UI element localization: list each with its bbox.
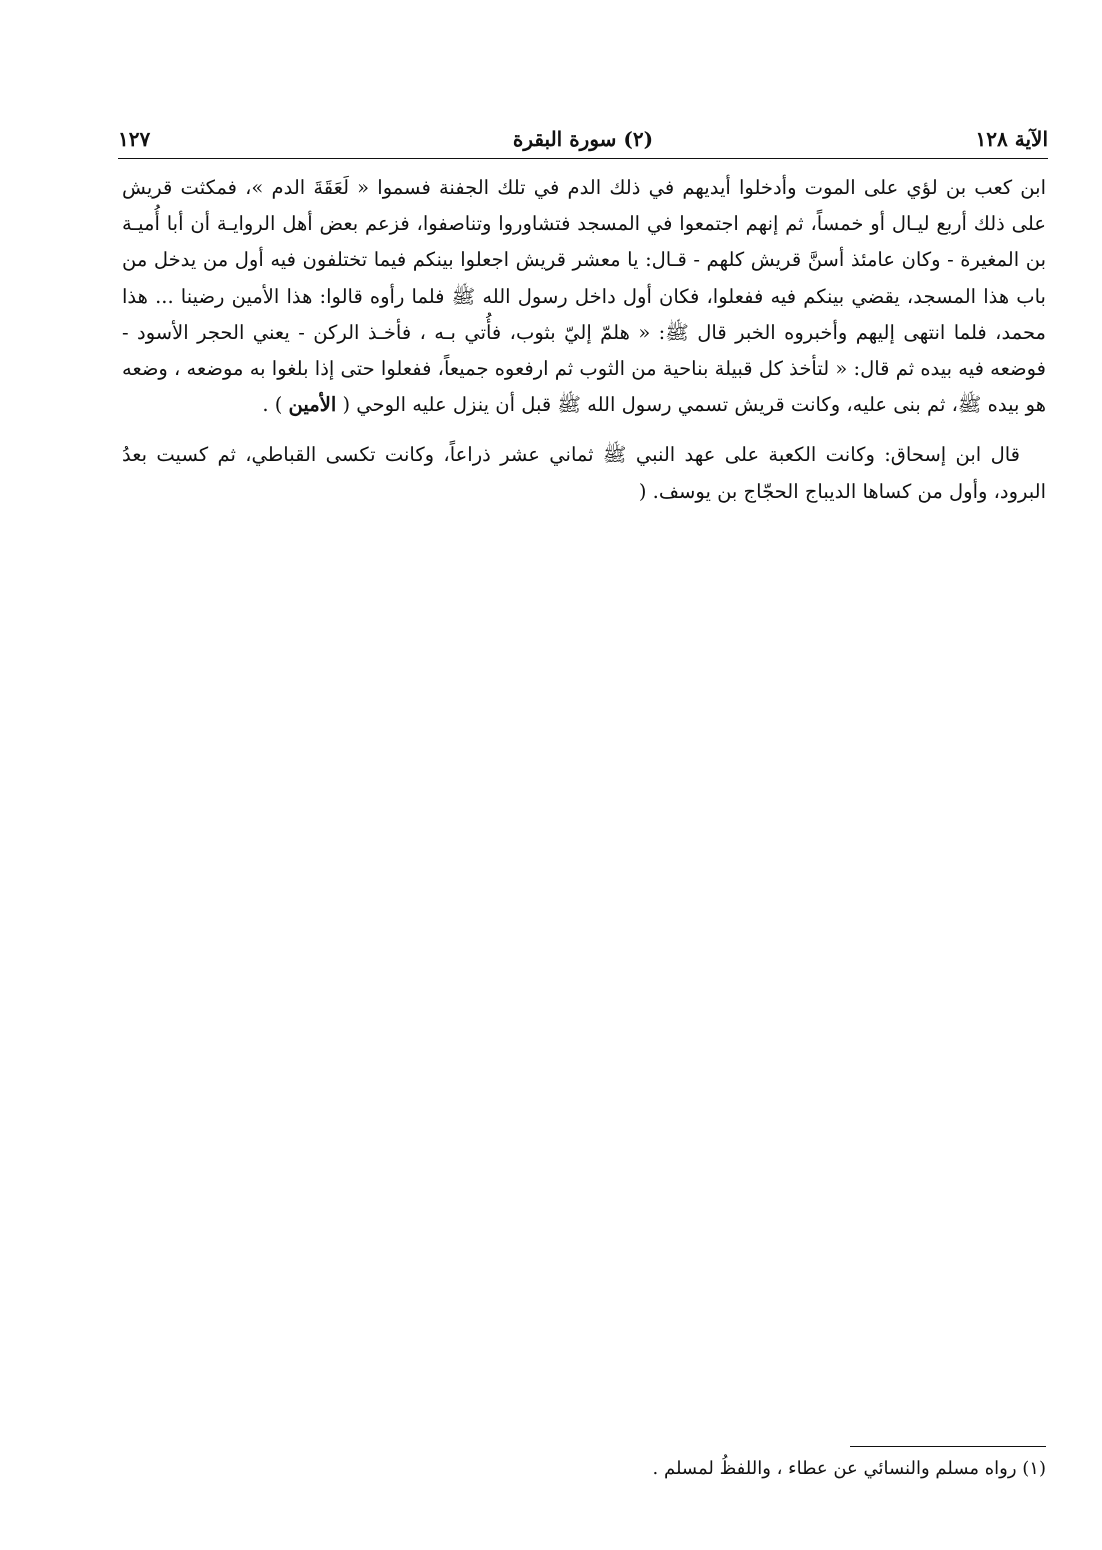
surah-title: (٢) سورة البقرة (512, 127, 654, 151)
running-head (118, 124, 1048, 158)
footnote: (١) رواه مسلم والنسائي عن عطاء ، واللفظُ لمسلم . (652, 1458, 1046, 1479)
footnote-rule (850, 1446, 1046, 1447)
body-text (122, 170, 1046, 510)
paragraph-2 (122, 437, 1046, 509)
paragraph-1-text-after: ) . (262, 393, 289, 417)
page-number: ١٢٧ (118, 127, 151, 151)
paragraph-1-text: ابن كعب بن لؤي على الموت وأدخلوا أيديهم في ذلك الدم في تلك الجفنة فسموا « لَعَقَةَ الدم »، فمكثت قريش على ذلك أربع ليـال أو خمساً، ثم إنهم اجتمعوا في المسجد فتشاوروا وتناصفوا، فزعم بعض أهل الروايـة أن أبا أُميـة بن المغيرة - وكان عامئذ أسنَّ قريش كلهم - قـال: يا معشر قريش اجعلوا بينكم فيما تختلفون فيه أول من يدخل من باب هذا المسجد، يقضي بينكم فيه ففعلوا، فكان أول داخل رسول الله ﷺ فلما رأوه قالوا: هذا الأمين رضينا ... هذا محمد، فلما انتهى إليهم وأخبروه الخبر قال ﷺ: « هلمّ إليّ بثوب، فأُتي بـه ، فأخـذ الركن - يعني الحجر الأسود - فوضعه فيه بيده ثم قال: « لتأخذ كل قبيلة بناحية من الثوب ثم ارفعوه جميعاً، ففعلوا حتى إذا بلغوا به موضعه ، وضعه هو بيده ﷺ، ثم بنى عليه، وكانت قريش تسمي رسول الله ﷺ قبل أن ينزل عليه الوحي ( (122, 176, 1046, 417)
header-rule (118, 158, 1048, 159)
paragraph-1 (122, 170, 1046, 423)
verse-reference: الآية ١٢٨ (975, 127, 1048, 151)
paragraph-1-bold: الأمين (288, 393, 337, 417)
paragraph-2-text: قال ابن إسحاق: وكانت الكعبة على عهد النبي ﷺ ثماني عشر ذراعاً، وكانت تكسى القباطي، ثم كسيت بعدُ البرود، وأول من كساها الديباج الحجّاج بن يوسف. ( (122, 443, 1046, 503)
